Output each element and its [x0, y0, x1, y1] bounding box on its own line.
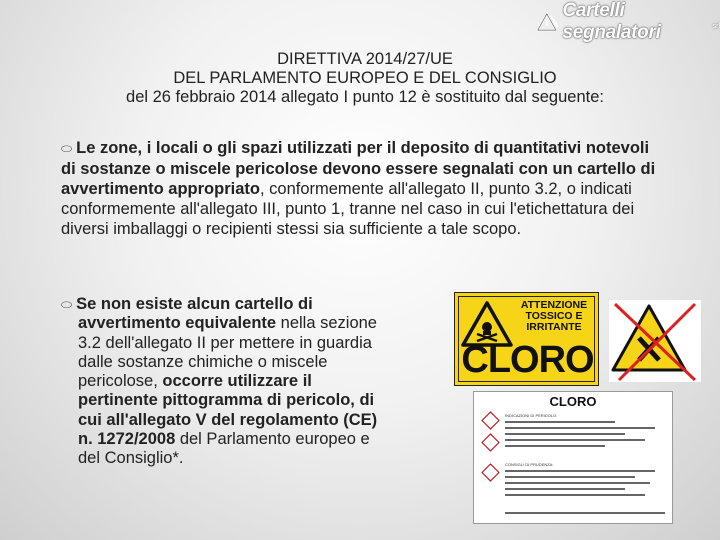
logo-brand-text: Cartelli segnalatori — [562, 0, 661, 43]
ghs-pictogram-icon — [481, 433, 499, 451]
paragraph-1-rest: , conformemente all'allegato II, punto 3.2, o indicati conformemente all'allegato III, punto 1, tranne nel caso in cui l'etichettatura dei diversi imballaggi o recipienti stessi sia sufficiente a tale scopo. — [61, 180, 635, 238]
ghs-pictogram-icon — [481, 463, 499, 481]
logo-suffix: srl — [712, 22, 720, 30]
old-sign-warning-text: ATTENZIONE TOSSICO E IRRITANTE — [520, 299, 588, 333]
old-sign-substance: CLORO — [461, 339, 594, 381]
paragraph-2-text-2: del Parlamento europeo e del Consiglio*. — [78, 430, 370, 468]
title-line-2: DEL PARLAMENTO EUROPEO E DEL CONSIGLIO — [173, 69, 557, 87]
bullet-icon: ⬭ — [61, 297, 73, 312]
paragraph-2-strong-1: Se non esiste alcun cartello di avvertimento equivalente — [76, 295, 313, 333]
company-logo — [536, 0, 720, 43]
label-hazard-heading: INDICAZIONI DI PERICOLO: — [505, 413, 558, 418]
slide-title — [0, 50, 720, 107]
label-precaution-heading: CONSIGLI DI PRUDENZA: — [505, 462, 554, 467]
crossed-out-harmful-sign-icon — [609, 300, 701, 382]
paragraph-2 — [61, 295, 391, 469]
bullet-icon: ⬭ — [61, 141, 73, 156]
logo-mark-icon — [536, 11, 559, 33]
label-substance: CLORO — [549, 394, 597, 409]
paragraph-2-strong-2: occorre utilizzare il pertinente pittogramma di pericolo, di cui all'allegato V del regolamento (CE) n. 1272/2008 — [78, 372, 378, 449]
paragraph-1 — [61, 138, 661, 239]
old-warning-sign — [454, 292, 599, 386]
title-line-1: DIRETTIVA 2014/27/UE — [277, 50, 453, 68]
title-line-3: del 26 febbraio 2014 allegato I punto 12 è sostituito dal seguente: — [126, 88, 604, 106]
ghs-pictogram-icon — [481, 411, 499, 429]
ghs-label — [473, 391, 673, 524]
paragraph-1-strong: Le zone, i locali o gli spazi utilizzati per il deposito di quantitativi notevoli di sostanze o miscele pericolose devono essere segnalati con un cartello di avvertimento appropriato — [61, 139, 656, 198]
paragraph-2-text-1: nella sezione 3.2 dell'allegato II per mettere in guardia dalle sostanze chimiche o miscele pericolose, — [78, 314, 377, 391]
